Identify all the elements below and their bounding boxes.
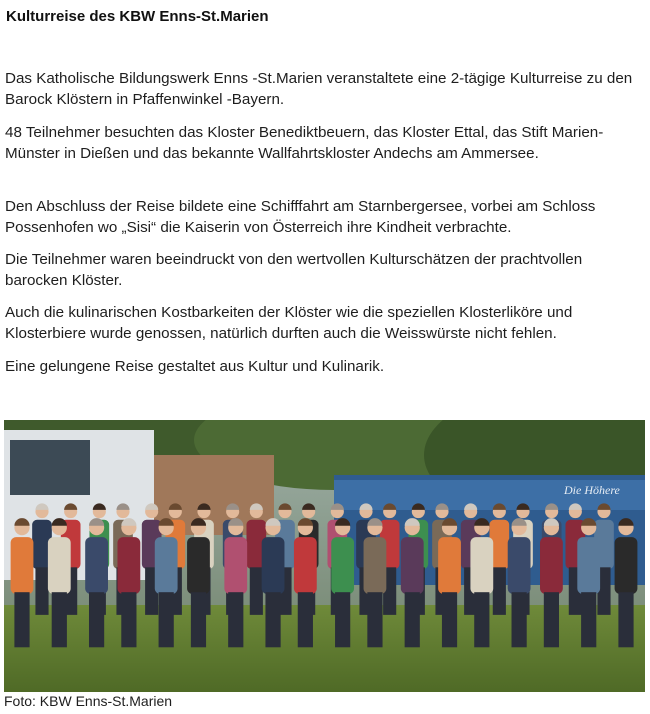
paragraph-boat-trip: Den Abschluss der Reise bildete eine Schifffahrt am Starnbergersee, vorbei am Schloss Possenhofen wo „Sisi“ die Kaiserin von Österreich ihre Kindheit verbrachte. [5, 198, 596, 236]
paragraph-culinary: Auch die kulinarischen Kostbarkeiten der Klöster wie die speziellen Klosterliköre und Klosterbiere wurde genossen, natürlich durften auch die Weisswürste nicht fehlen. [5, 304, 573, 342]
person-body [117, 537, 140, 594]
paragraph-visits: 48 Teilnehmer besuchten das Kloster Benediktbeuern, das Kloster Ettal, das Stift Marien-Münster in Dießen und das bekannte Wallfahrtskloster Andechs am Ammersee. [5, 124, 604, 162]
person-legs [14, 592, 29, 647]
paragraph-summary: Eine gelungene Reise gestaltet aus Kultur und Kulinarik. [5, 358, 385, 375]
person-legs [159, 592, 174, 647]
person-legs [474, 592, 489, 647]
person-body [540, 537, 563, 594]
person-body [331, 537, 354, 594]
article-title: Kulturreise des KBW Enns-St.Marien [6, 8, 269, 25]
person-legs [250, 567, 263, 615]
person-legs [89, 592, 104, 647]
person-body [438, 537, 461, 594]
person-body [615, 537, 638, 594]
person-body [577, 537, 600, 594]
person-body [508, 537, 531, 594]
group-photo-illustration [4, 420, 645, 692]
person-body [364, 537, 387, 594]
bus-lettering: Die Höhere [564, 483, 620, 497]
paragraph-intro: Das Katholische Bildungswerk Enns -St.Marien veranstaltete eine 2-tägige Kulturreise zu den Barock Klöstern in Pfaffenwinkel -Bayern. [5, 70, 633, 108]
person-body [11, 537, 34, 594]
person-legs [493, 567, 506, 615]
person-body [224, 537, 247, 594]
person-body [155, 537, 178, 594]
person-legs [265, 592, 280, 647]
person-body [262, 537, 285, 594]
person-legs [35, 567, 48, 615]
person-legs [367, 592, 382, 647]
person-legs [191, 592, 206, 647]
person-legs [512, 592, 527, 647]
person-body [85, 537, 108, 594]
person-legs [442, 592, 457, 647]
paragraph-impressions: Die Teilnehmer waren beeindruckt von den wertvollen Kulturschätzen der prachtvollen barocken Klöster. [5, 251, 583, 289]
person-legs [618, 592, 633, 647]
person-body [48, 537, 71, 594]
person-legs [228, 592, 243, 647]
person-legs [581, 592, 596, 647]
group-photo [4, 420, 645, 692]
person-legs [298, 592, 313, 647]
person-body [294, 537, 317, 594]
person-legs [335, 592, 350, 647]
person-body [187, 537, 210, 594]
bus-left-window [10, 440, 90, 495]
person-body [401, 537, 424, 594]
person-body [470, 537, 493, 594]
person-legs [52, 592, 67, 647]
photo-caption: Foto: KBW Enns-St.Marien [4, 693, 173, 709]
person-legs [405, 592, 420, 647]
person-legs [544, 592, 559, 647]
person-legs [121, 592, 136, 647]
